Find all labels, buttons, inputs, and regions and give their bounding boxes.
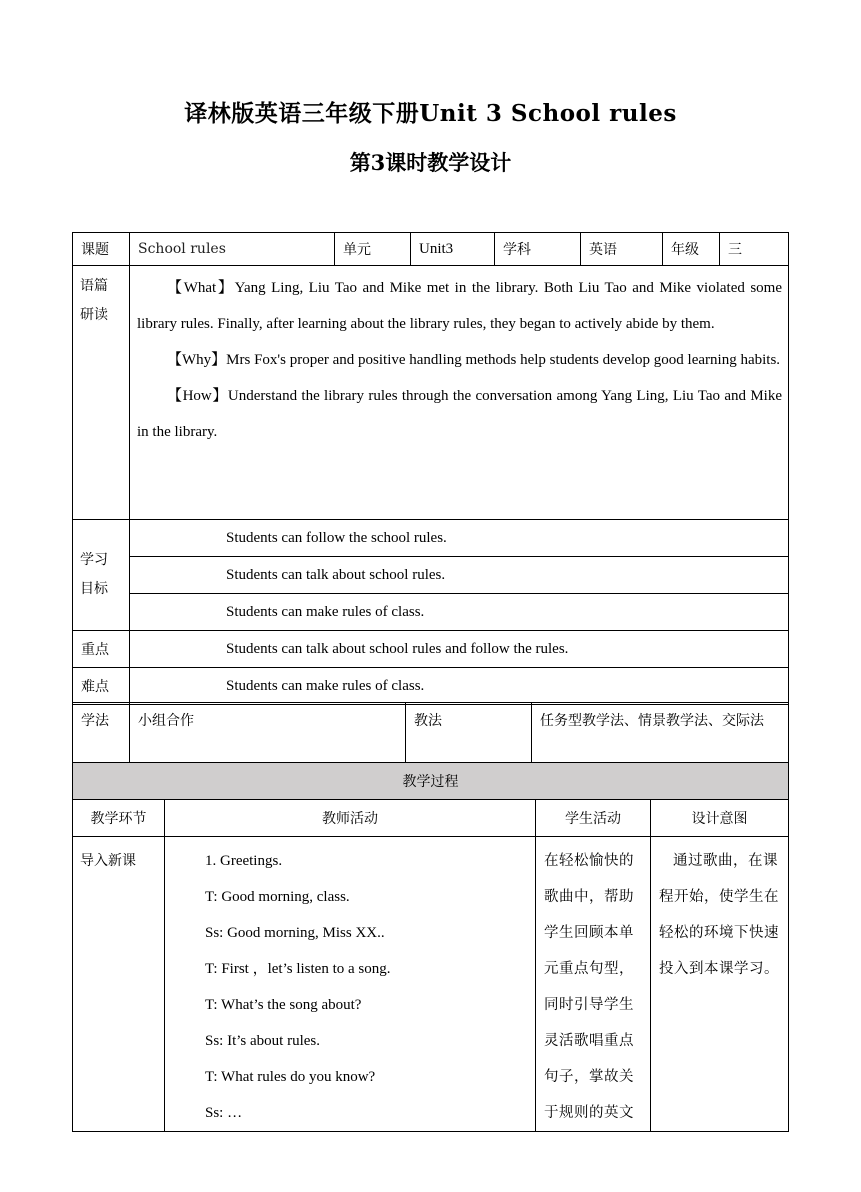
objective-item: Students can follow the school rules. <box>130 520 789 557</box>
teacher-activity <box>165 837 536 1132</box>
subject-value: 英语 <box>581 233 663 266</box>
objective-item: Students can talk about school rules. <box>130 557 789 594</box>
topic-value: School rules <box>130 233 335 266</box>
key-point-label: 重点 <box>73 631 130 668</box>
objectives-label: 学习目标 <box>73 520 130 631</box>
dialogue-line: T: Good morning, class. <box>205 889 350 905</box>
reading-why: 【Why】Mrs Fox's proper and positive handling methods help students develop good learning habits. <box>167 352 781 368</box>
subject-label: 学科 <box>495 233 581 266</box>
student-activity: 在轻松愉快的歌曲中，帮助学生回顾本单元重点句型，同时引导学生灵活歌唱重点句子，掌故关于规则的英文 <box>536 837 651 1132</box>
dialogue-line: T: First ，let’s listen to a song. <box>205 961 391 977</box>
teach-method-value: 任务型教学法、情景教学法、交际法 <box>532 703 789 763</box>
teach-method-label: 教法 <box>406 703 532 763</box>
col-student: 学生活动 <box>536 800 651 837</box>
dialogue-line: Ss: Good morning, Miss XX.. <box>205 925 385 941</box>
reading-label: 语篇研读 <box>73 266 130 520</box>
reading-how: 【How】Understand the library rules through the conversation among Yang Ling, Liu Tao and Mike in the library. <box>137 388 782 440</box>
unit-value: Unit3 <box>411 233 495 266</box>
col-stage: 教学环节 <box>73 800 165 837</box>
col-teacher: 教师活动 <box>165 800 536 837</box>
dialogue-line: Ss: It’s about rules. <box>205 1033 320 1049</box>
reading-what: 【What】Yang Ling, Liu Tao and Mike met in the library. Both Liu Tao and Mike violated some library rules. Finally, after learning about the library rules, they began to actively abide by them. <box>137 280 782 332</box>
difficulty-label: 难点 <box>73 668 130 705</box>
teaching-process-table <box>72 762 789 1132</box>
key-point-value: Students can talk about school rules and follow the rules. <box>130 631 789 668</box>
document-subtitle: 第3课时教学设计 <box>349 150 512 175</box>
design-intent: 通过歌曲，在课程开始，使学生在轻松的环境下快速投入到本课学习。 <box>651 837 789 1132</box>
document-title: 译林版英语三年级下册Unit 3 School rules <box>184 100 677 127</box>
dialogue-line: T: What rules do you know? <box>205 1069 376 1085</box>
grade-label: 年级 <box>663 233 720 266</box>
dialogue-line: T: What’s the song about? <box>205 997 362 1013</box>
stage-name: 导入新课 <box>73 837 165 1132</box>
lesson-info-table <box>72 232 789 705</box>
methods-table <box>72 702 789 763</box>
difficulty-value: Students can make rules of class. <box>130 668 789 705</box>
objective-item: Students can make rules of class. <box>130 594 789 631</box>
dialogue-line: Ss: … <box>205 1105 243 1121</box>
col-intent: 设计意图 <box>651 800 789 837</box>
grade-value: 三 <box>720 233 789 266</box>
dialogue-line: 1. Greetings. <box>205 853 283 869</box>
topic-label: 课题 <box>73 233 130 266</box>
reading-content <box>130 266 789 520</box>
study-method-label: 学法 <box>73 703 130 763</box>
unit-label: 单元 <box>335 233 411 266</box>
study-method-value: 小组合作 <box>130 703 406 763</box>
process-header: 教学过程 <box>73 763 789 800</box>
